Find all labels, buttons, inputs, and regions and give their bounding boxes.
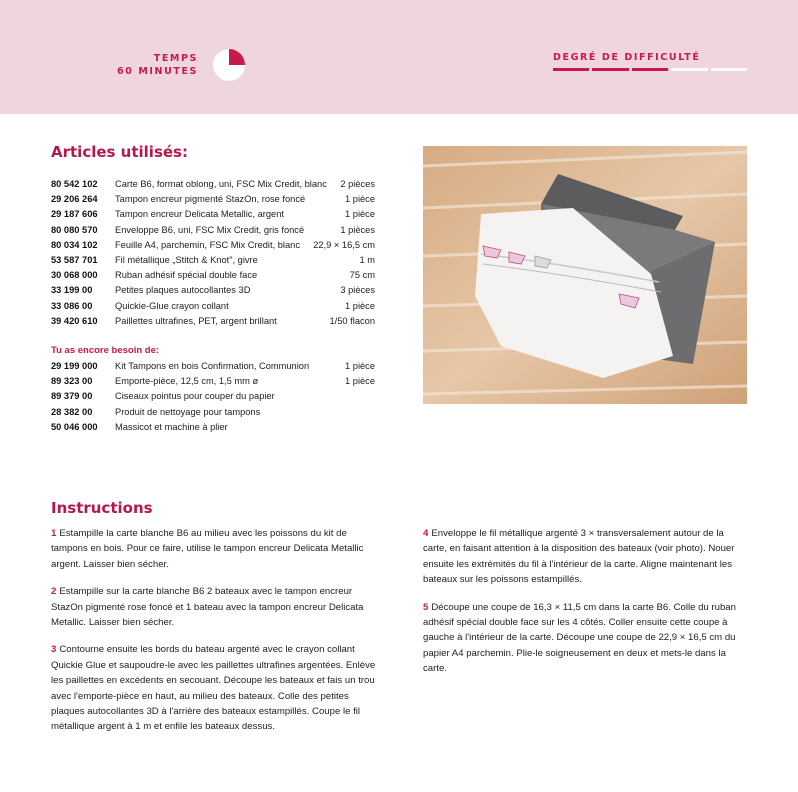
material-row <box>51 299 375 314</box>
material-row <box>51 405 375 420</box>
item-code: 89 379 00 <box>51 391 93 402</box>
step-number: 2 <box>51 586 57 598</box>
instructions-right-column <box>423 526 748 689</box>
step-1 <box>51 526 376 572</box>
item-quantity: 1 m <box>359 254 375 265</box>
difficulty-meter <box>553 68 747 71</box>
clock-icon <box>212 48 246 82</box>
item-description: Feuille A4, parchemin, FSC Mix Credit, blanc <box>115 239 300 250</box>
item-code: 33 086 00 <box>51 300 93 311</box>
item-description: Carte B6, format oblong, uni, FSC Mix Credit, blanc <box>115 179 327 189</box>
material-row <box>51 223 375 238</box>
extra-materials-title: Tu as encore besoin de: <box>51 345 160 356</box>
step-5 <box>423 600 748 677</box>
material-row <box>51 177 375 192</box>
step-text: Enveloppe le fil métallique argenté 3 × transversalement autour de la carte, en faisant attention à la disposition des bateaux (voir photo). Nouer ensuite les extrémités du fil à l'intérieur de la carte. Aligne maintenant les bateaux sur les poissons estampillés. <box>423 528 735 586</box>
difficulty-segment <box>553 68 589 71</box>
material-row <box>51 268 375 283</box>
material-row <box>51 253 375 268</box>
item-quantity: 1 pièce <box>345 376 375 387</box>
materials-list <box>51 177 375 329</box>
step-number: 3 <box>51 644 57 656</box>
time-block <box>117 52 198 78</box>
item-quantity: 1/50 flacon <box>329 315 375 326</box>
item-description: Fil métallique „Stitch & Knot", givre <box>115 254 258 265</box>
time-value: 60 MINUTES <box>117 66 198 77</box>
step-text: Découpe une coupe de 16,3 × 11,5 cm dans la carte B6. Colle du ruban adhésif spécial double face sur les 4 côtés. Coller ensuite cette coupe à gauche à l'intérieur de la carte. Découpe une coupe de 22,9 × 16,5 cm du papier A4 parchemin. Plie-le soigneusement en deux et mets-le dans la carte. <box>423 601 736 675</box>
item-description: Tampon encreur Delicata Metallic, argent <box>115 209 284 220</box>
material-row <box>51 389 375 404</box>
item-quantity: 1 pièce <box>345 361 375 371</box>
time-label: TEMPS <box>153 53 198 64</box>
step-number: 1 <box>51 528 57 539</box>
item-code: 80 034 102 <box>51 239 98 250</box>
item-code: 80 542 102 <box>51 179 98 189</box>
item-description: Ruban adhésif spécial double face <box>115 270 258 281</box>
instructions-title: Instructions <box>51 499 153 517</box>
step-text: Contourne ensuite les bords du bateau argenté avec le crayon collant Quickie Glue et saupoudre-le avec les paillettes ultrafines argentées. Enlève les paillettes en excédents en secouant. Découpe les bateaux et fais un trou avec l'emporte-pièce en haut, au milieu des bateaux. Colle des petites plaques autocollantes 3D à l'arrière des bateaux estampillés. Coupe le fil métallique argent à 1 m et enfile les bateaux dessus. <box>51 644 376 733</box>
item-code: 33 199 00 <box>51 285 93 296</box>
item-quantity: 2 pièces <box>340 179 375 189</box>
step-number: 5 <box>423 601 429 613</box>
item-code: 80 080 570 <box>51 224 98 235</box>
item-description: Emporte-pièce, 12,5 cm, 1,5 mm ø <box>115 376 259 387</box>
item-quantity: 1 pièce <box>345 209 375 220</box>
difficulty-segment <box>711 68 747 71</box>
material-row <box>51 283 375 298</box>
item-code: 28 382 00 <box>51 406 93 417</box>
material-row <box>51 238 375 253</box>
difficulty-segment <box>592 68 628 71</box>
item-quantity: 1 pièces <box>340 224 375 235</box>
item-quantity: 3 pièces <box>340 285 375 296</box>
item-description: Enveloppe B6, uni, FSC Mix Credit, gris foncé <box>115 224 305 235</box>
step-3 <box>51 642 376 734</box>
item-description: Kit Tampons en bois Confirmation, Communion <box>115 361 310 371</box>
item-code: 39 420 610 <box>51 315 98 326</box>
material-row <box>51 314 375 329</box>
step-number: 4 <box>423 528 429 539</box>
item-quantity: 75 cm <box>349 270 375 281</box>
articles-title: Articles utilisés: <box>51 143 188 161</box>
item-code: 29 206 264 <box>51 194 98 205</box>
extra-materials-list <box>51 359 375 435</box>
material-row <box>51 374 375 389</box>
difficulty-label: DEGRÉ DE DIFFICULTÉ <box>553 52 701 63</box>
difficulty-block <box>553 52 747 71</box>
instructions-left-column <box>51 526 376 747</box>
item-description: Paillettes ultrafines, PET, argent brillant <box>115 315 277 326</box>
item-quantity <box>371 405 375 420</box>
item-description: Quickie-Glue crayon collant <box>115 300 229 311</box>
item-description: Ciseaux pointus pour couper du papier <box>115 391 275 402</box>
difficulty-segment <box>671 68 707 71</box>
item-description: Massicot et machine à plier <box>115 421 228 432</box>
item-description: Produit de nettoyage pour tampons <box>115 406 261 417</box>
difficulty-segment <box>632 68 668 71</box>
item-code: 30 068 000 <box>51 270 98 281</box>
product-photo <box>423 146 747 404</box>
step-2 <box>51 584 376 630</box>
item-quantity: 1 pièce <box>345 300 375 311</box>
step-4 <box>423 526 748 588</box>
item-description: Tampon encreur pigmenté StazOn, rose foncé <box>115 194 306 205</box>
item-code: 29 187 606 <box>51 209 98 220</box>
step-text: Estampille sur la carte blanche B6 2 bateaux avec le tampon encreur StazOn pigmenté rose foncé et 1 bateau avec la tampon encreur Delicata Metallic. Laisser bien sécher. <box>51 586 364 629</box>
item-code: 89 323 00 <box>51 376 93 387</box>
item-description: Petites plaques autocollantes 3D <box>115 285 251 296</box>
item-quantity <box>371 420 375 435</box>
step-text: Estampille la carte blanche B6 au milieu avec les poissons du kit de tampons en bois. Pour ce faire, utilise le tampon encreur Delicata Metallic argent. Laisser bien sécher. <box>51 528 364 570</box>
material-row <box>51 207 375 222</box>
item-code: 53 587 701 <box>51 254 98 265</box>
item-code: 29 199 000 <box>51 361 98 371</box>
material-row <box>51 359 375 374</box>
item-quantity: 22,9 × 16,5 cm <box>313 239 375 250</box>
item-quantity: 1 pièce <box>345 194 375 205</box>
clock-slice <box>229 49 245 65</box>
material-row <box>51 192 375 207</box>
item-code: 50 046 000 <box>51 421 98 432</box>
item-quantity <box>371 389 375 404</box>
material-row <box>51 420 375 435</box>
